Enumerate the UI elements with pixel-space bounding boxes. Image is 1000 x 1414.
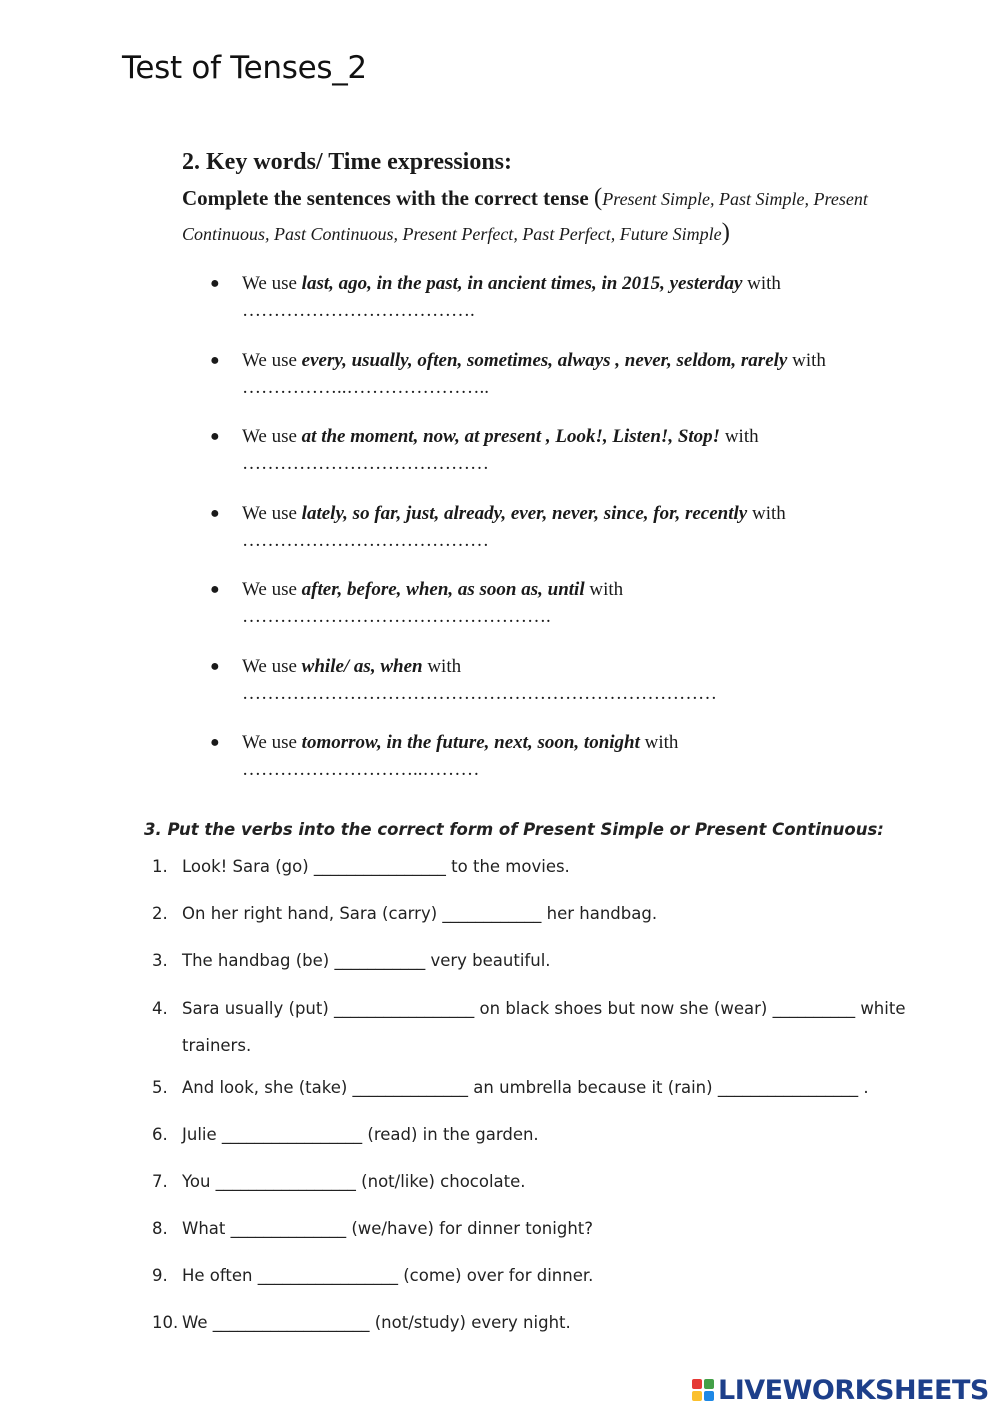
paren-open: ( xyxy=(593,184,603,211)
item-number: 2. xyxy=(152,904,168,923)
exercise-item[interactable] xyxy=(150,1168,910,1215)
bullet-icon: ● xyxy=(210,581,220,598)
item-text: He often _________________ (come) over for dinner. xyxy=(182,1266,594,1285)
bullet-suffix: with xyxy=(787,349,826,371)
exercise-item[interactable] xyxy=(150,1309,910,1356)
item-text: You _________________ (not/like) chocolate. xyxy=(182,1172,526,1191)
liveworksheets-logo[interactable] xyxy=(692,1374,989,1406)
item-text: Look! Sara (go) ________________ to the movies. xyxy=(182,857,570,876)
answer-blank[interactable]: ………………………………. xyxy=(242,300,475,321)
item-text: And look, she (take) ______________ an umbrella because it (rain) _________________ . xyxy=(182,1078,869,1097)
bullet-icon: ● xyxy=(210,428,220,445)
answer-blank[interactable]: ………………………………………………………………… xyxy=(242,682,717,704)
bullet-icon: ● xyxy=(210,504,220,522)
item-number: 7. xyxy=(152,1172,168,1191)
tenses-list: Present Simple, Past Simple, Present Continuous, Past Continuous, Present Perfect, Past Perfect, Future Simple xyxy=(182,189,868,244)
item-number: 8. xyxy=(152,1219,168,1238)
exercise-list xyxy=(150,853,910,1356)
item-number: 5. xyxy=(152,1078,168,1097)
item-text: Sara usually (put) _________________ on black shoes but now she (wear) __________ white trainers. xyxy=(182,999,906,1055)
bullet-prefix: We use xyxy=(242,655,302,677)
instruction-text: Complete the sentences with the correct tense xyxy=(182,186,594,210)
bullet-item xyxy=(210,729,910,806)
section-2 xyxy=(182,145,902,251)
item-text: What ______________ (we/have) for dinner tonight? xyxy=(182,1219,594,1238)
worksheet-title: Test of Tenses_2 xyxy=(122,50,367,86)
item-number: 4. xyxy=(152,999,168,1018)
paren-close: ) xyxy=(721,219,730,246)
item-number: 3. xyxy=(152,951,168,970)
exercise-item[interactable] xyxy=(150,1262,910,1309)
item-number: 1. xyxy=(152,857,168,876)
item-number: 10. xyxy=(152,1313,179,1332)
section-2-instruction xyxy=(182,181,902,251)
bullet-suffix: with xyxy=(639,732,679,753)
keyword-bullet-list xyxy=(210,270,910,806)
bullet-prefix: We use xyxy=(242,426,302,447)
bullet-icon: ● xyxy=(210,734,220,751)
item-text: The handbag (be) ___________ very beautiful. xyxy=(182,951,551,970)
exercise-item[interactable] xyxy=(150,990,910,1074)
bullet-suffix: with xyxy=(747,502,786,524)
bullet-prefix: We use xyxy=(242,579,302,600)
bullet-item xyxy=(210,500,910,577)
bullet-item xyxy=(210,576,910,653)
bullet-suffix: with xyxy=(742,273,781,294)
answer-blank[interactable]: ………………………………… xyxy=(242,453,489,474)
liveworksheets-logo-icon xyxy=(692,1379,714,1401)
answer-blank[interactable]: …………………………………………. xyxy=(242,606,551,627)
bullet-item xyxy=(210,653,910,730)
bullet-item xyxy=(210,347,910,424)
exercise-item[interactable] xyxy=(150,1074,910,1121)
exercise-item[interactable] xyxy=(150,947,910,994)
bullet-suffix: with xyxy=(422,655,462,677)
bullet-keywords: after, before, when, as soon as, until xyxy=(301,579,585,600)
bullet-suffix: with xyxy=(584,579,624,600)
bullet-keywords: last, ago, in the past, in ancient times, in 2015, yesterday xyxy=(301,273,743,294)
answer-blank[interactable]: ………………………..……… xyxy=(242,759,480,780)
item-text: We ___________________ (not/study) every night. xyxy=(182,1313,571,1332)
bullet-prefix: We use xyxy=(242,732,302,753)
section-2-heading: 2. Key words/ Time expressions: xyxy=(182,149,513,175)
item-text: On her right hand, Sara (carry) ____________ her handbag. xyxy=(182,904,658,923)
exercise-item[interactable] xyxy=(150,853,910,900)
answer-blank[interactable]: ……………..………………….. xyxy=(242,376,489,398)
exercise-item[interactable] xyxy=(150,1121,910,1168)
bullet-prefix: We use xyxy=(242,502,302,524)
answer-blank[interactable]: ………………………………… xyxy=(242,529,489,551)
logo-text: LIVEWORKSHEETS xyxy=(718,1374,989,1406)
bullet-keywords: lately, so far, just, already, ever, never, since, for, recently xyxy=(301,502,748,524)
bullet-keywords: at the moment, now, at present , Look!, Listen!, Stop! xyxy=(301,426,721,447)
bullet-icon: ● xyxy=(210,275,220,292)
exercise-item[interactable] xyxy=(150,1215,910,1262)
bullet-keywords: while/ as, when xyxy=(301,655,423,677)
bullet-prefix: We use xyxy=(242,349,302,371)
item-number: 6. xyxy=(152,1125,168,1144)
bullet-icon: ● xyxy=(210,351,220,369)
bullet-item xyxy=(210,423,910,500)
bullet-prefix: We use xyxy=(242,273,302,294)
bullet-icon: ● xyxy=(210,657,220,675)
item-number: 9. xyxy=(152,1266,168,1285)
section-3-heading: 3. Put the verbs into the correct form of Present Simple or Present Continuous: xyxy=(144,820,884,839)
bullet-suffix: with xyxy=(720,426,759,447)
bullet-keywords: every, usually, often, sometimes, always , never, seldom, rarely xyxy=(301,349,788,371)
item-text: Julie _________________ (read) in the garden. xyxy=(182,1125,539,1144)
bullet-keywords: tomorrow, in the future, next, soon, tonight xyxy=(301,732,640,753)
exercise-item[interactable] xyxy=(150,900,910,947)
bullet-item xyxy=(210,270,910,347)
